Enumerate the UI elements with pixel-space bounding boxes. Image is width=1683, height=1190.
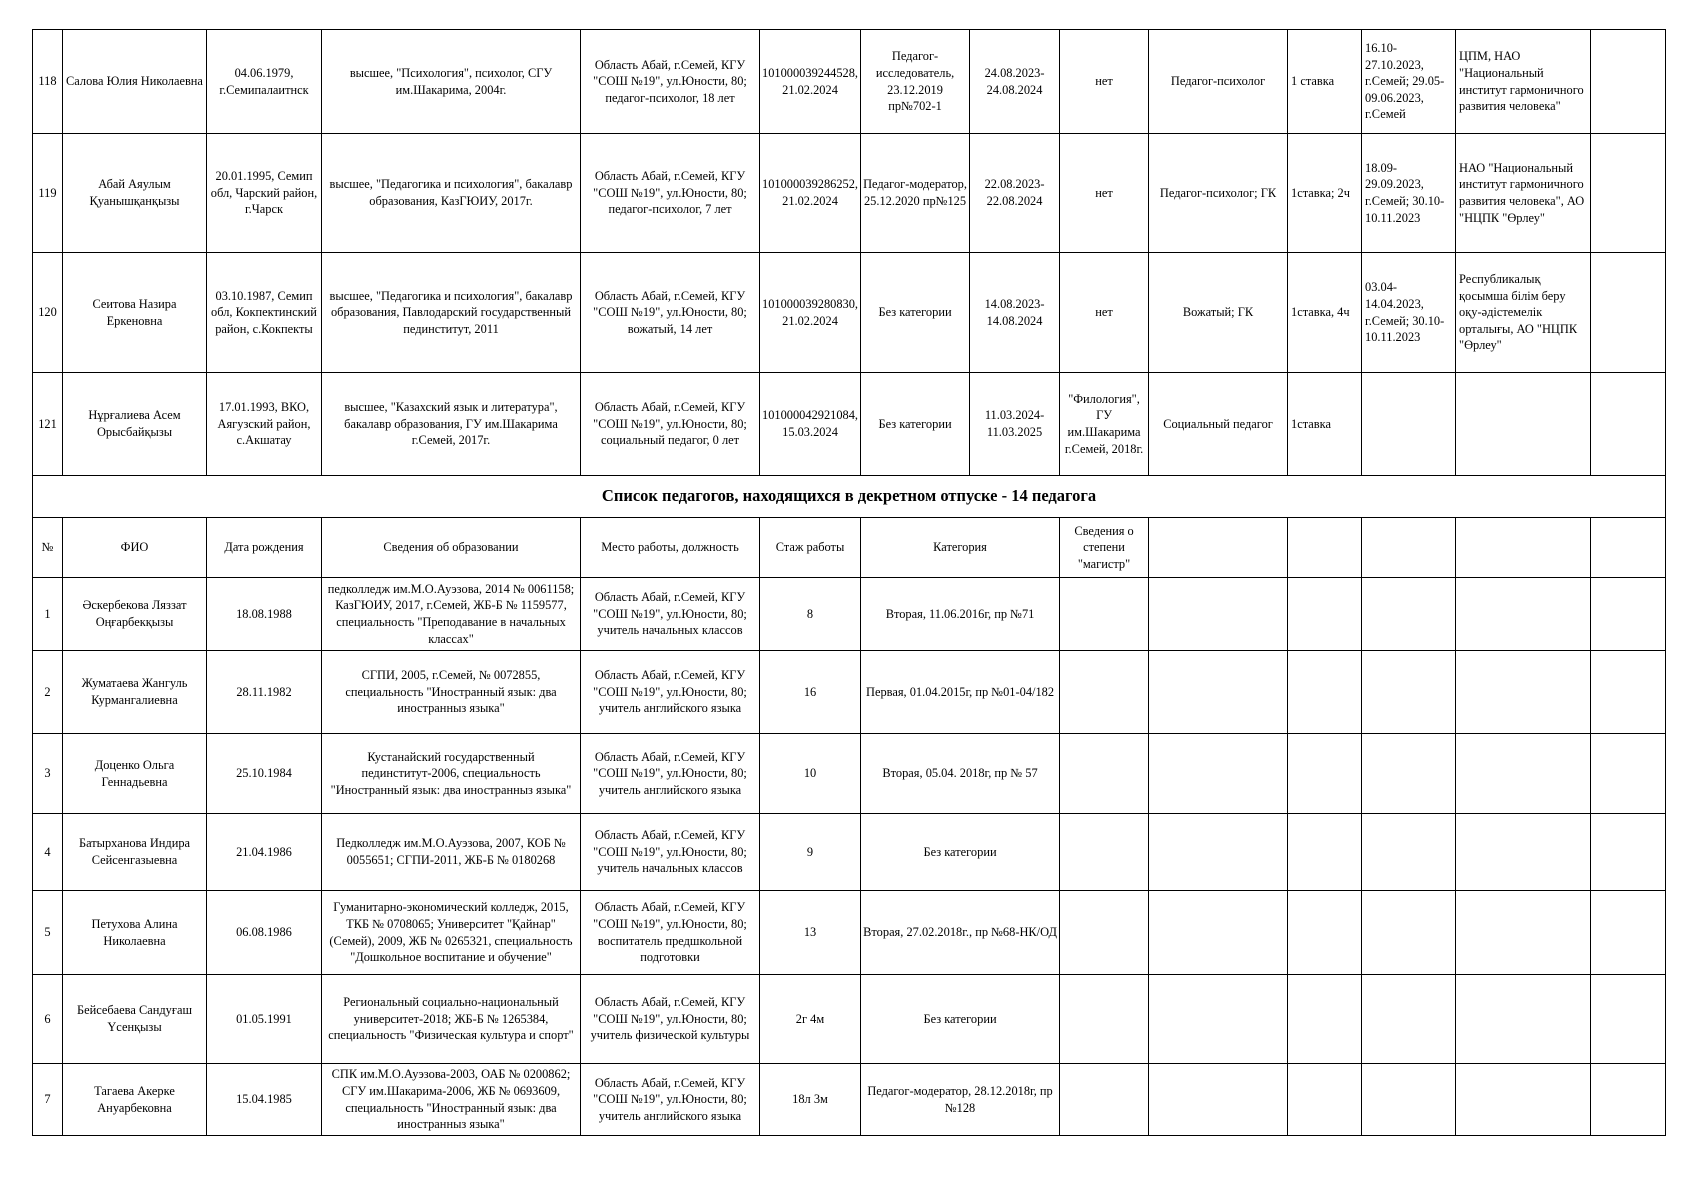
cell-empty — [1060, 1064, 1149, 1136]
cell-empty — [1456, 891, 1591, 975]
cell-mag: нет — [1060, 253, 1149, 373]
cell-course-org: НАО "Национальный институт гармоничного развития человека", АО "НЦПК "Өрлеу" — [1456, 134, 1591, 253]
cell-empty — [1288, 651, 1362, 734]
cell-edu: СПК им.М.О.Ауэзова-2003, ОАБ № 0200862; СГУ им.Шакарима-2006, ЖБ № 0693609, специальность "Иностранный язык: два иностранныз языка" — [322, 1064, 581, 1136]
header-category: Категория — [861, 518, 1060, 578]
section-title-row — [33, 476, 1666, 518]
cell-empty — [1456, 975, 1591, 1064]
table-row — [33, 975, 1666, 1064]
header-empty-1 — [1149, 518, 1288, 578]
cell-mag: нет — [1060, 30, 1149, 134]
table-row — [33, 253, 1666, 373]
cell-birth: 20.01.1995, Семип обл, Чарский район, г.Чарск — [207, 134, 322, 253]
cell-fio: Доценко Ольга Геннадьевна — [63, 734, 207, 814]
cell-course-dates — [1362, 373, 1456, 476]
cell-empty — [1456, 734, 1591, 814]
cell-empty — [1591, 1064, 1666, 1136]
cell-empty — [1060, 891, 1149, 975]
cell-fio: Абай Аяулым Қуанышқанқызы — [63, 134, 207, 253]
cell-empty — [1591, 814, 1666, 891]
cell-exp: 9 — [760, 814, 861, 891]
cell-num: 121 — [33, 373, 63, 476]
cell-fio: Бейсебаева Сандуғаш Үсенқызы — [63, 975, 207, 1064]
cell-period: 22.08.2023-22.08.2024 — [970, 134, 1060, 253]
cell-empty — [1362, 651, 1456, 734]
cell-birth: 28.11.1982 — [207, 651, 322, 734]
cell-empty — [1149, 734, 1288, 814]
cell-empty — [1288, 891, 1362, 975]
cell-exp: 16 — [760, 651, 861, 734]
header-empty-3 — [1362, 518, 1456, 578]
cell-empty — [1060, 651, 1149, 734]
cell-work: Область Абай, г.Семей, КГУ "СОШ №19", ул.Юности, 80; вожатый, 14 лет — [581, 253, 760, 373]
cell-num: 5 — [33, 891, 63, 975]
cell-pos: Педагог-психолог — [1149, 30, 1288, 134]
cell-cat: Без категории — [861, 253, 970, 373]
cell-exp: 13 — [760, 891, 861, 975]
cell-work: Область Абай, г.Семей, КГУ "СОШ №19", ул.Юности, 80; учитель начальных классов — [581, 814, 760, 891]
cell-num: 3 — [33, 734, 63, 814]
cell-course-dates: 03.04-14.04.2023, г.Семей; 30.10-10.11.2023 — [1362, 253, 1456, 373]
cell-fio: Әскербекова Ляззат Оңғарбекқызы — [63, 578, 207, 651]
cell-cat: Без категории — [861, 814, 1060, 891]
header-master: Сведения о степени "магистр" — [1060, 518, 1149, 578]
leave-rows — [33, 578, 1666, 1136]
cell-period: 14.08.2023-14.08.2024 — [970, 253, 1060, 373]
table-row — [33, 578, 1666, 651]
cell-pos: Социальный педагог — [1149, 373, 1288, 476]
cell-work: Область Абай, г.Семей, КГУ "СОШ №19", ул.Юности, 80; учитель физической культуры — [581, 975, 760, 1064]
cell-cat: Вторая, 11.06.2016г, пр №71 — [861, 578, 1060, 651]
cell-birth: 15.04.1985 — [207, 1064, 322, 1136]
cell-empty — [1149, 1064, 1288, 1136]
cell-empty — [1288, 578, 1362, 651]
cell-period: 11.03.2024-11.03.2025 — [970, 373, 1060, 476]
cell-empty — [1149, 814, 1288, 891]
cell-empty — [1288, 814, 1362, 891]
cell-mag: нет — [1060, 134, 1149, 253]
cell-birth: 18.08.1988 — [207, 578, 322, 651]
cell-edu: высшее, "Педагогика и психология", бакалавр образования, КазГЮИУ, 2017г. — [322, 134, 581, 253]
cell-work: Область Абай, г.Семей, КГУ "СОШ №19", ул.Юности, 80; учитель английского языка — [581, 651, 760, 734]
header-birth: Дата рождения — [207, 518, 322, 578]
cell-empty — [1149, 891, 1288, 975]
cell-empty — [1591, 651, 1666, 734]
cell-edu: педколледж им.М.О.Ауэзова, 2014 № 0061158; КазГЮИУ, 2017, г.Семей, ЖБ-Б № 1159577, специальность "Преподавание в начальных классах" — [322, 578, 581, 651]
cell-num: 6 — [33, 975, 63, 1064]
cell-num: 2 — [33, 651, 63, 734]
cell-birth: 01.05.1991 — [207, 975, 322, 1064]
cell-birth: 06.08.1986 — [207, 891, 322, 975]
header-empty-4 — [1456, 518, 1591, 578]
cell-edu: СГПИ, 2005, г.Семей, № 0072855, специальность "Иностранный язык: два иностранныз языка" — [322, 651, 581, 734]
cell-cat: Без категории — [861, 373, 970, 476]
cell-course-dates: 18.09-29.09.2023, г.Семей; 30.10-10.11.2023 — [1362, 134, 1456, 253]
cell-empty — [1288, 734, 1362, 814]
table-row — [33, 30, 1666, 134]
cell-iin: 101000039286252, 21.02.2024 — [760, 134, 861, 253]
cell-cat: Без категории — [861, 975, 1060, 1064]
cell-empty — [1591, 134, 1666, 253]
cell-edu: высшее, "Казахский язык и литература", бакалавр образования, ГУ им.Шакарима г.Семей, 2017г. — [322, 373, 581, 476]
cell-course-org — [1456, 373, 1591, 476]
cell-empty — [1591, 975, 1666, 1064]
cell-work: Область Абай, г.Семей, КГУ "СОШ №19", ул.Юности, 80; учитель начальных классов — [581, 578, 760, 651]
cell-fio: Батырханова Индира Сейсенгазыевна — [63, 814, 207, 891]
header-fio: ФИО — [63, 518, 207, 578]
header-education: Сведения об образовании — [322, 518, 581, 578]
cell-iin: 101000039244528, 21.02.2024 — [760, 30, 861, 134]
cell-pos: Педагог-психолог; ГК — [1149, 134, 1288, 253]
cell-work: Область Абай, г.Семей, КГУ "СОШ №19", ул.Юности, 80; педагог-психолог, 18 лет — [581, 30, 760, 134]
header-workplace: Место работы, должность — [581, 518, 760, 578]
cell-num: 119 — [33, 134, 63, 253]
cell-empty — [1362, 975, 1456, 1064]
cell-exp: 8 — [760, 578, 861, 651]
cell-work: Область Абай, г.Семей, КГУ "СОШ №19", ул.Юности, 80; воспитатель предшкольной подготовки — [581, 891, 760, 975]
cell-mag: "Филология", ГУ им.Шакарима г.Семей, 2018г. — [1060, 373, 1149, 476]
table-row — [33, 814, 1666, 891]
cell-birth: 04.06.1979, г.Семипалаитнск — [207, 30, 322, 134]
cell-cat: Педагог-исследователь, 23.12.2019 пр№702-1 — [861, 30, 970, 134]
cell-cat: Педагог-модератор, 25.12.2020 пр№125 — [861, 134, 970, 253]
cell-num: 4 — [33, 814, 63, 891]
cell-edu: Кустанайский государственный пединститут-2006, специальность "Иностранный язык: два иностранныз языка" — [322, 734, 581, 814]
cell-empty — [1456, 1064, 1591, 1136]
cell-empty — [1362, 578, 1456, 651]
cell-cat: Вторая, 05.04. 2018г, пр № 57 — [861, 734, 1060, 814]
cell-edu: высшее, "Педагогика и психология", бакалавр образования, Павлодарский государственный пединститут, 2011 — [322, 253, 581, 373]
cell-empty — [1060, 578, 1149, 651]
document-sheet — [32, 29, 1666, 1136]
cell-exp: 18л 3м — [760, 1064, 861, 1136]
cell-fio: Сеитова Назира Еркеновна — [63, 253, 207, 373]
staff-table — [32, 29, 1666, 1136]
cell-pos: Вожатый; ГК — [1149, 253, 1288, 373]
cell-fio: Тагаева Акерке Ануарбековна — [63, 1064, 207, 1136]
cell-rate: 1ставка — [1288, 373, 1362, 476]
cell-num: 1 — [33, 578, 63, 651]
cell-fio: Петухова Алина Николаевна — [63, 891, 207, 975]
cell-empty — [1149, 651, 1288, 734]
header-experience: Стаж работы — [760, 518, 861, 578]
cell-birth: 17.01.1993, ВКО, Аягузский район, с.Акшатау — [207, 373, 322, 476]
table-row — [33, 373, 1666, 476]
cell-work: Область Абай, г.Семей, КГУ "СОШ №19", ул.Юности, 80; социальный педагог, 0 лет — [581, 373, 760, 476]
cell-iin: 101000039280830, 21.02.2024 — [760, 253, 861, 373]
cell-work: Область Абай, г.Семей, КГУ "СОШ №19", ул.Юности, 80; педагог-психолог, 7 лет — [581, 134, 760, 253]
cell-course-dates: 16.10-27.10.2023, г.Семей; 29.05-09.06.2023, г.Семей — [1362, 30, 1456, 134]
header-empty-5 — [1591, 518, 1666, 578]
cell-empty — [1456, 578, 1591, 651]
cell-fio: Нұрғалиева Асем Орысбайқызы — [63, 373, 207, 476]
cell-work: Область Абай, г.Семей, КГУ "СОШ №19", ул.Юности, 80; учитель английского языка — [581, 734, 760, 814]
cell-empty — [1591, 891, 1666, 975]
cell-empty — [1362, 891, 1456, 975]
table-row — [33, 651, 1666, 734]
cell-empty — [1591, 30, 1666, 134]
header-num: № — [33, 518, 63, 578]
header-empty-2 — [1288, 518, 1362, 578]
header-row — [33, 518, 1666, 578]
cell-empty — [1591, 734, 1666, 814]
section-title: Список педагогов, находящихся в декретном отпуске - 14 педагога — [33, 476, 1666, 518]
cell-empty — [1149, 578, 1288, 651]
table-row — [33, 891, 1666, 975]
cell-empty — [1288, 1064, 1362, 1136]
cell-edu: Педколледж им.М.О.Ауэзова, 2007, КОБ № 0055651; СГПИ-2011, ЖБ-Б № 0180268 — [322, 814, 581, 891]
cell-fio: Салова Юлия Николаевна — [63, 30, 207, 134]
cell-cat: Первая, 01.04.2015г, пр №01-04/182 — [861, 651, 1060, 734]
cell-rate: 1ставка; 2ч — [1288, 134, 1362, 253]
cell-edu: Гуманитарно-экономический колледж, 2015, ТКБ № 0708065; Университет "Қайнар" (Семей), 2009, ЖБ № 0265321, специальность "Дошкольное воспитание и обучение" — [322, 891, 581, 975]
cell-empty — [1591, 578, 1666, 651]
cell-fio: Жуматаева Жангуль Курмангалиевна — [63, 651, 207, 734]
cell-empty — [1456, 651, 1591, 734]
cell-cat: Вторая, 27.02.2018г., пр №68-НК/ОД — [861, 891, 1060, 975]
cell-num: 7 — [33, 1064, 63, 1136]
cell-edu: высшее, "Психология", психолог, СГУ им.Шакарима, 2004г. — [322, 30, 581, 134]
table-row — [33, 734, 1666, 814]
cell-num: 118 — [33, 30, 63, 134]
cell-birth: 03.10.1987, Семип обл, Кокпектинский район, с.Кокпекты — [207, 253, 322, 373]
cell-empty — [1456, 814, 1591, 891]
cell-empty — [1149, 975, 1288, 1064]
cell-empty — [1060, 814, 1149, 891]
top-rows — [33, 30, 1666, 476]
cell-period: 24.08.2023-24.08.2024 — [970, 30, 1060, 134]
cell-empty — [1591, 253, 1666, 373]
table-row — [33, 1064, 1666, 1136]
cell-empty — [1591, 373, 1666, 476]
cell-course-org: ЦПМ, НАО "Национальный институт гармоничного развития человека" — [1456, 30, 1591, 134]
cell-birth: 25.10.1984 — [207, 734, 322, 814]
cell-empty — [1362, 734, 1456, 814]
cell-iin: 101000042921084, 15.03.2024 — [760, 373, 861, 476]
cell-empty — [1362, 814, 1456, 891]
cell-empty — [1060, 975, 1149, 1064]
cell-num: 120 — [33, 253, 63, 373]
cell-course-org: Республикалық қосымша білім беру оқу-әдістемелік орталығы, АО "НЦПК "Өрлеу" — [1456, 253, 1591, 373]
cell-birth: 21.04.1986 — [207, 814, 322, 891]
cell-work: Область Абай, г.Семей, КГУ "СОШ №19", ул.Юности, 80; учитель английского языка — [581, 1064, 760, 1136]
cell-exp: 2г 4м — [760, 975, 861, 1064]
cell-rate: 1ставка, 4ч — [1288, 253, 1362, 373]
cell-cat: Педагог-модератор, 28.12.2018г, пр №128 — [861, 1064, 1060, 1136]
cell-edu: Региональный социально-национальный университет-2018; ЖБ-Б № 1265384, специальность "Физическая культура и спорт" — [322, 975, 581, 1064]
cell-exp: 10 — [760, 734, 861, 814]
cell-rate: 1 ставка — [1288, 30, 1362, 134]
cell-empty — [1060, 734, 1149, 814]
table-row — [33, 134, 1666, 253]
cell-empty — [1288, 975, 1362, 1064]
cell-empty — [1362, 1064, 1456, 1136]
